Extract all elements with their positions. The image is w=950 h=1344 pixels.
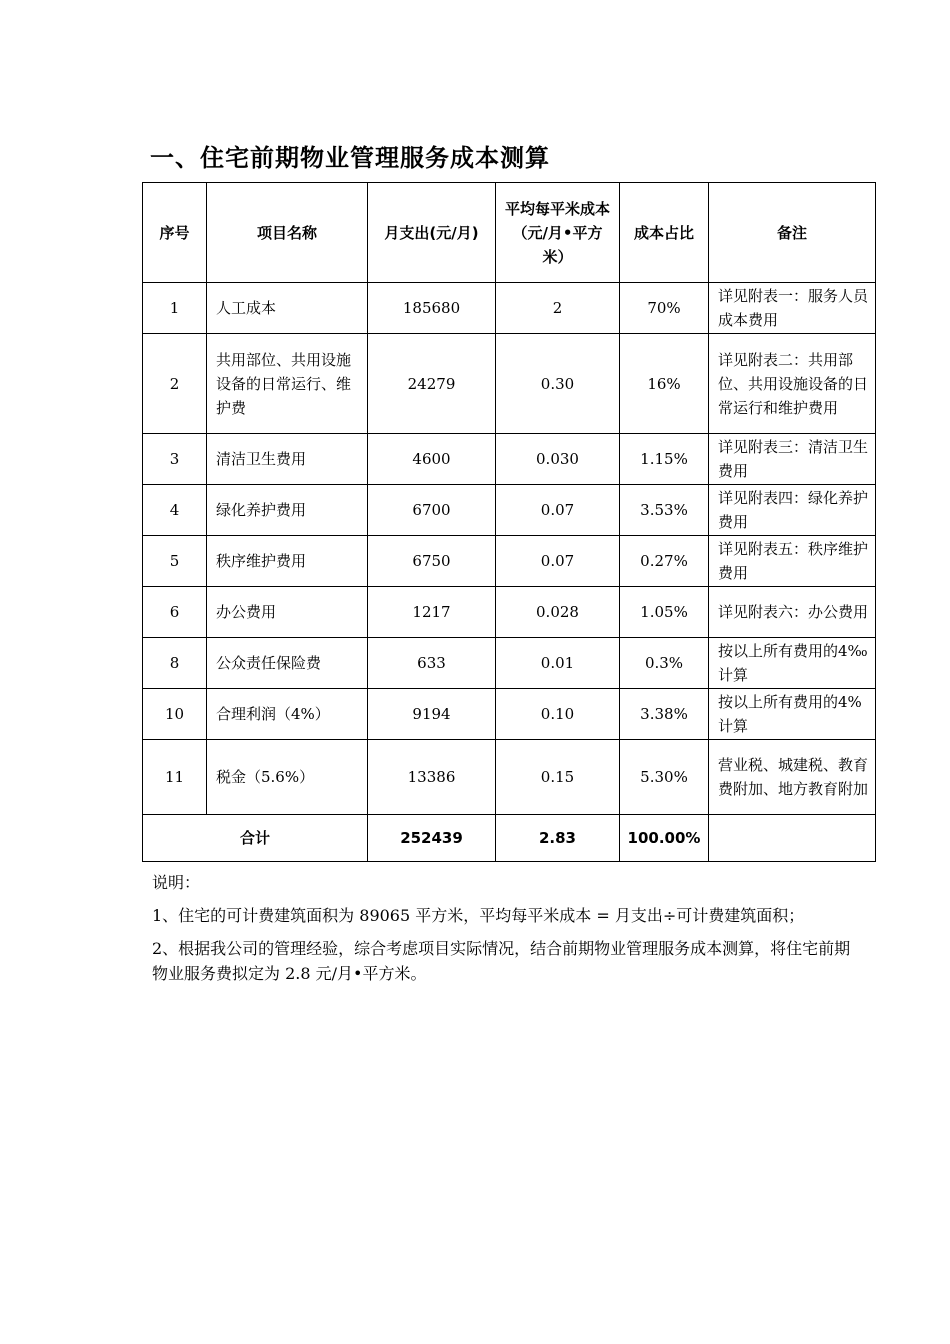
cell-monthly: 24279 (368, 334, 496, 434)
cell-monthly: 9194 (368, 689, 496, 740)
total-ratio: 100.00% (620, 815, 709, 862)
cell-monthly: 4600 (368, 434, 496, 485)
cell-monthly: 185680 (368, 283, 496, 334)
cell-monthly: 6700 (368, 485, 496, 536)
cell-note: 详见附表六：办公费用 (709, 587, 876, 638)
cell-name: 人工成本 (207, 283, 368, 334)
cell-note: 详见附表一：服务人员成本费用 (709, 283, 876, 334)
header-monthly: 月支出(元/月) (368, 183, 496, 283)
cell-avg: 0.10 (496, 689, 620, 740)
cell-ratio: 70% (620, 283, 709, 334)
cell-ratio: 5.30% (620, 740, 709, 815)
cell-ratio: 16% (620, 334, 709, 434)
cell-note: 详见附表五：秩序维护费用 (709, 536, 876, 587)
table-row (143, 740, 876, 815)
table-row (143, 283, 876, 334)
total-note (709, 815, 876, 862)
cell-seq: 10 (143, 689, 207, 740)
cell-seq: 11 (143, 740, 207, 815)
cell-name: 秩序维护费用 (207, 536, 368, 587)
note-item: 2、根据我公司的管理经验，综合考虑项目实际情况，结合前期物业管理服务成本测算，将住宅前期物业服务费拟定为 2.8 元/月•平方米。 (152, 939, 851, 983)
table-row (143, 587, 876, 638)
header-seq: 序号 (143, 183, 207, 283)
header-name: 项目名称 (207, 183, 368, 283)
cell-ratio: 0.3% (620, 638, 709, 689)
notes-section (152, 870, 857, 994)
table-row (143, 536, 876, 587)
cost-table (142, 182, 876, 862)
note-item: 1、住宅的可计费建筑面积为 89065 平方米，平均每平米成本 = 月支出÷可计费建筑面积； (152, 906, 805, 925)
table-row (143, 485, 876, 536)
table-row (143, 638, 876, 689)
cell-note: 详见附表二：共用部位、共用设施设备的日常运行和维护费用 (709, 334, 876, 434)
cell-note: 按以上所有费用的4%计算 (709, 689, 876, 740)
cell-avg: 0.30 (496, 334, 620, 434)
cell-note: 按以上所有费用的4‰计算 (709, 638, 876, 689)
cell-monthly: 13386 (368, 740, 496, 815)
cell-name: 办公费用 (207, 587, 368, 638)
cell-monthly: 1217 (368, 587, 496, 638)
cell-name: 公众责任保险费 (207, 638, 368, 689)
cell-seq: 6 (143, 587, 207, 638)
table-row (143, 434, 876, 485)
header-ratio: 成本占比 (620, 183, 709, 283)
cell-ratio: 1.15% (620, 434, 709, 485)
cell-ratio: 3.53% (620, 485, 709, 536)
cell-name: 税金（5.6%） (207, 740, 368, 815)
cell-avg: 0.07 (496, 536, 620, 587)
cell-seq: 8 (143, 638, 207, 689)
cell-seq: 1 (143, 283, 207, 334)
cell-name: 合理利润（4%） (207, 689, 368, 740)
total-row (143, 815, 876, 862)
cell-name: 绿化养护费用 (207, 485, 368, 536)
table-row (143, 334, 876, 434)
cell-avg: 2 (496, 283, 620, 334)
cell-avg: 0.15 (496, 740, 620, 815)
cell-seq: 4 (143, 485, 207, 536)
header-avg: 平均每平米成本（元/月•平方米） (496, 183, 620, 283)
cell-monthly: 6750 (368, 536, 496, 587)
cell-note: 详见附表三：清洁卫生费用 (709, 434, 876, 485)
cell-seq: 2 (143, 334, 207, 434)
total-monthly: 252439 (368, 815, 496, 862)
cell-avg: 0.030 (496, 434, 620, 485)
cell-ratio: 1.05% (620, 587, 709, 638)
page-title: 一、住宅前期物业管理服务成本测算 (150, 144, 550, 172)
cell-monthly: 633 (368, 638, 496, 689)
cell-seq: 5 (143, 536, 207, 587)
header-note: 备注 (709, 183, 876, 283)
total-avg: 2.83 (496, 815, 620, 862)
cell-avg: 0.07 (496, 485, 620, 536)
cell-note: 营业税、城建税、教育费附加、地方教育附加 (709, 740, 876, 815)
notes-heading: 说明： (152, 873, 201, 892)
cell-avg: 0.028 (496, 587, 620, 638)
cell-name: 清洁卫生费用 (207, 434, 368, 485)
cell-ratio: 3.38% (620, 689, 709, 740)
cell-avg: 0.01 (496, 638, 620, 689)
total-label: 合计 (143, 815, 368, 862)
cell-seq: 3 (143, 434, 207, 485)
table-header-row (143, 183, 876, 283)
cell-ratio: 0.27% (620, 536, 709, 587)
cell-name: 共用部位、共用设施设备的日常运行、维护费 (207, 334, 368, 434)
cell-note: 详见附表四：绿化养护费用 (709, 485, 876, 536)
table-row (143, 689, 876, 740)
